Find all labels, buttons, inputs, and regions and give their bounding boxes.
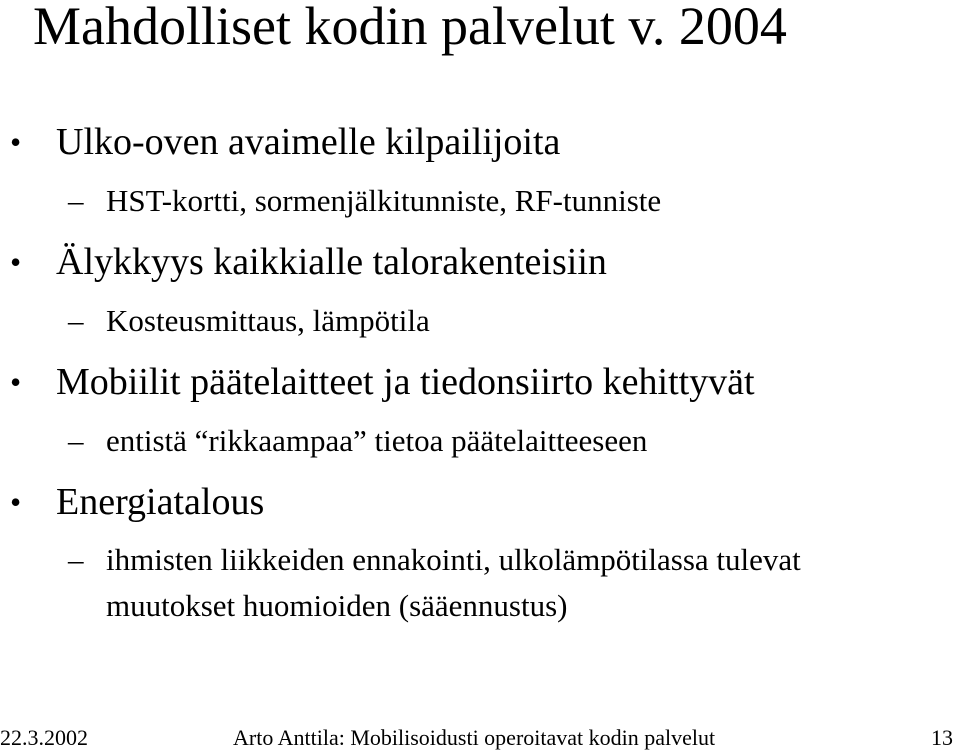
bullet-marker: • <box>10 484 22 520</box>
sub-bullet-text: HST-kortti, sormenjälkitunniste, RF-tunniste <box>106 183 662 218</box>
bullet-marker: • <box>10 244 22 280</box>
bullet-text: Ulko-oven avaimelle kilpailijoita <box>56 121 561 163</box>
footer-author-title: Arto Anttila: Mobilisoidusti operoitavat kodin palvelut <box>233 725 716 750</box>
sub-bullet-text: ihmisten liikkeiden ennakointi, ulkolämpötilassa tulevat <box>106 542 801 577</box>
sub-bullet-text: muutokset huomioiden (sääennustus) <box>106 588 568 623</box>
footer-page-number: 13 <box>931 725 953 750</box>
sub-bullet-text: entistä “rikkaampaa” tietoa päätelaitteeseen <box>106 423 648 458</box>
bullet-marker: • <box>10 124 22 160</box>
dash-marker: – <box>68 183 84 218</box>
bullet-marker: • <box>10 364 22 400</box>
bullet-text: Mobiilit päätelaitteet ja tiedonsiirto kehittyvät <box>56 361 755 403</box>
sub-bullet-text: Kosteusmittaus, lämpötila <box>106 303 430 338</box>
dash-marker: – <box>68 542 84 577</box>
dash-marker: – <box>68 303 84 338</box>
bullet-text: Älykkyys kaikkialle talorakenteisiin <box>56 241 607 283</box>
dash-marker: – <box>68 423 84 458</box>
footer-date: 22.3.2002 <box>0 725 88 750</box>
slide-title: Mahdolliset kodin palvelut v. 2004 <box>33 0 787 56</box>
bullet-text: Energiatalous <box>56 481 265 523</box>
